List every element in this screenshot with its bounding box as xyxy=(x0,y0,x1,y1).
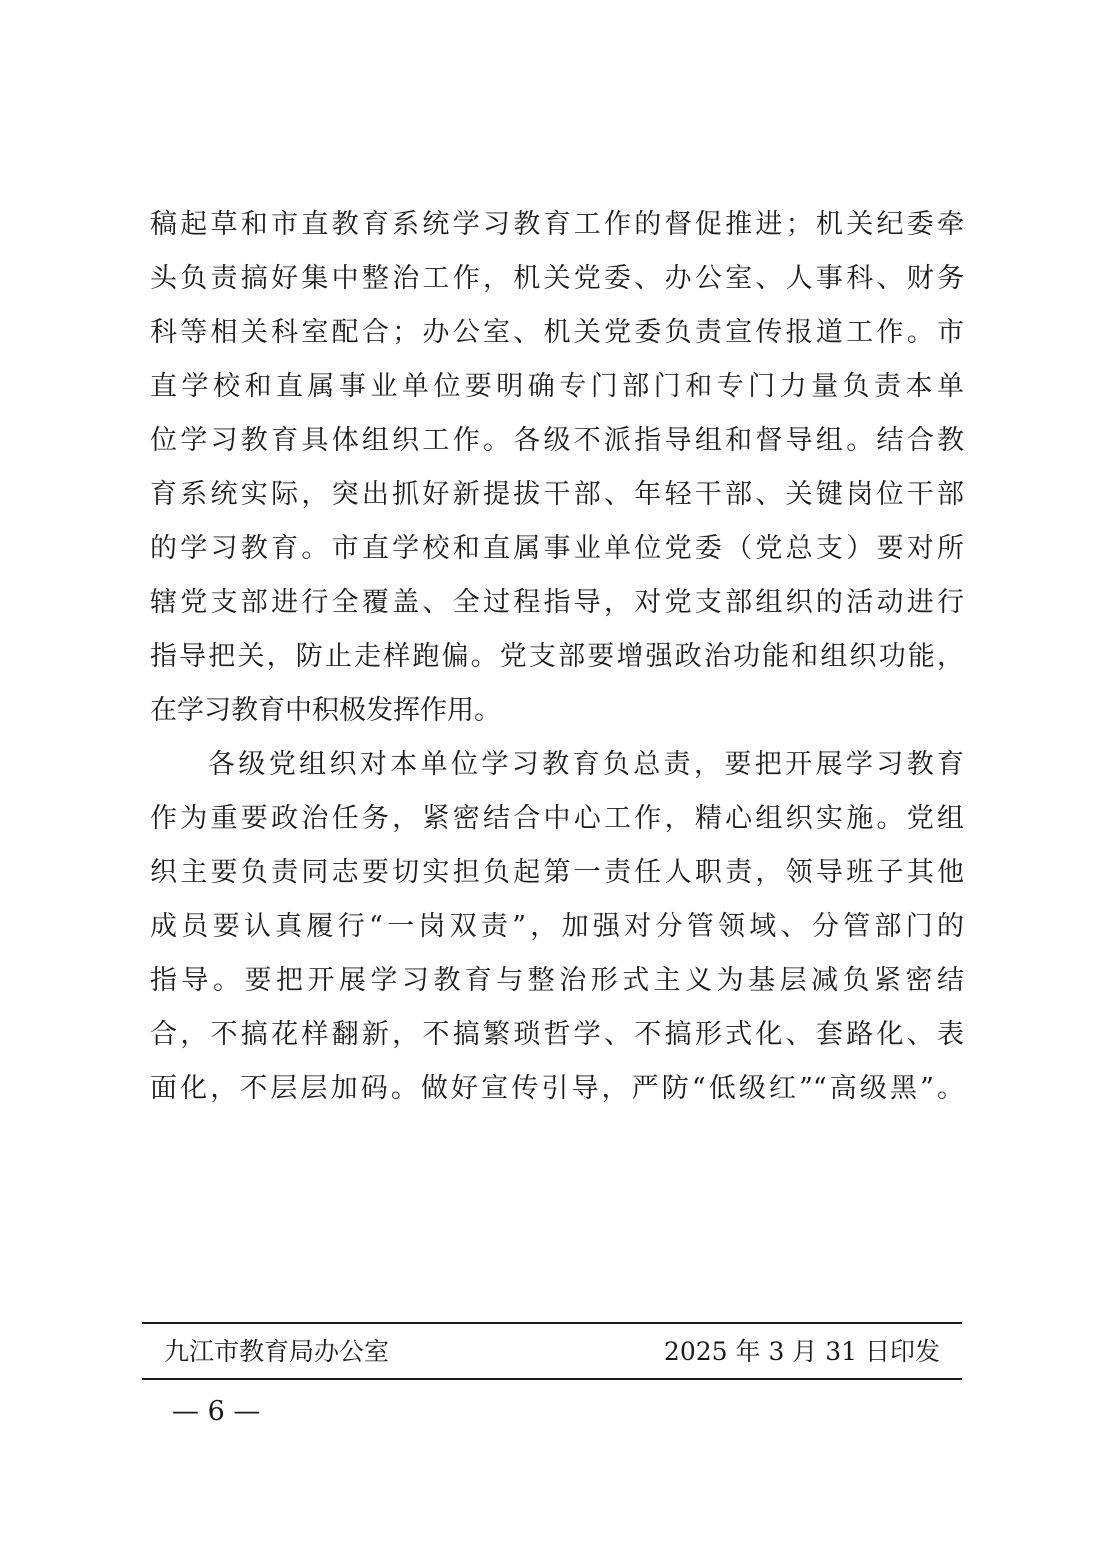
paragraph-1 xyxy=(150,198,964,738)
text-line: 指导。要把开展学习教育与整治形式主义为基层减负紧密结 xyxy=(150,965,964,996)
issue-date: 2025 年 3 月 31 日印发 xyxy=(663,1337,940,1366)
body-text xyxy=(150,198,964,1116)
paragraph-2 xyxy=(150,738,964,1116)
text-line: 指导把关，防止走样跑偏。党支部要增强政治功能和组织功能， xyxy=(150,641,964,672)
footer-bottom-rule xyxy=(142,1378,962,1380)
text-line: 作为重要政治任务，紧密结合中心工作，精心组织实施。党组 xyxy=(150,803,964,834)
text-line: 的学习教育。市直学校和直属事业单位党委（党总支）要对所 xyxy=(150,533,964,564)
text-line: 成员要认真履行“一岗双责”，加强对分管领域、分管部门的 xyxy=(150,911,964,942)
text-line: 面化，不层层加码。做好宣传引导，严防“低级红”“高级黑”。 xyxy=(150,1073,964,1104)
text-line: 育系统实际，突出抓好新提拔干部、年轻干部、关键岗位干部 xyxy=(150,479,964,510)
text-line: 稿起草和市直教育系统学习教育工作的督促推进；机关纪委牵 xyxy=(150,209,964,240)
footer-top-rule xyxy=(142,1322,962,1324)
text-line: 直学校和直属事业单位要明确专门部门和专门力量负责本单 xyxy=(150,371,964,402)
text-line: 辖党支部进行全覆盖、全过程指导，对党支部组织的活动进行 xyxy=(150,587,964,618)
text-line: 织主要负责同志要切实担负起第一责任人职责，领导班子其他 xyxy=(150,857,964,888)
text-line: 科等相关科室配合；办公室、机关党委负责宣传报道工作。市 xyxy=(150,317,964,348)
page-number: — 6 — xyxy=(172,1396,261,1427)
text-line: 头负责搞好集中整治工作，机关党委、办公室、人事科、财务 xyxy=(150,263,964,294)
issuer-name: 九江市教育局办公室 xyxy=(164,1337,390,1366)
text-line: 在学习教育中积极发挥作用。 xyxy=(150,695,501,726)
text-line: 合，不搞花样翻新，不搞繁琐哲学、不搞形式化、套路化、表 xyxy=(150,1019,964,1050)
text-line: 位学习教育具体组织工作。各级不派指导组和督导组。结合教 xyxy=(150,425,964,456)
text-line: 各级党组织对本单位学习教育负总责，要把开展学习教育 xyxy=(208,749,964,780)
